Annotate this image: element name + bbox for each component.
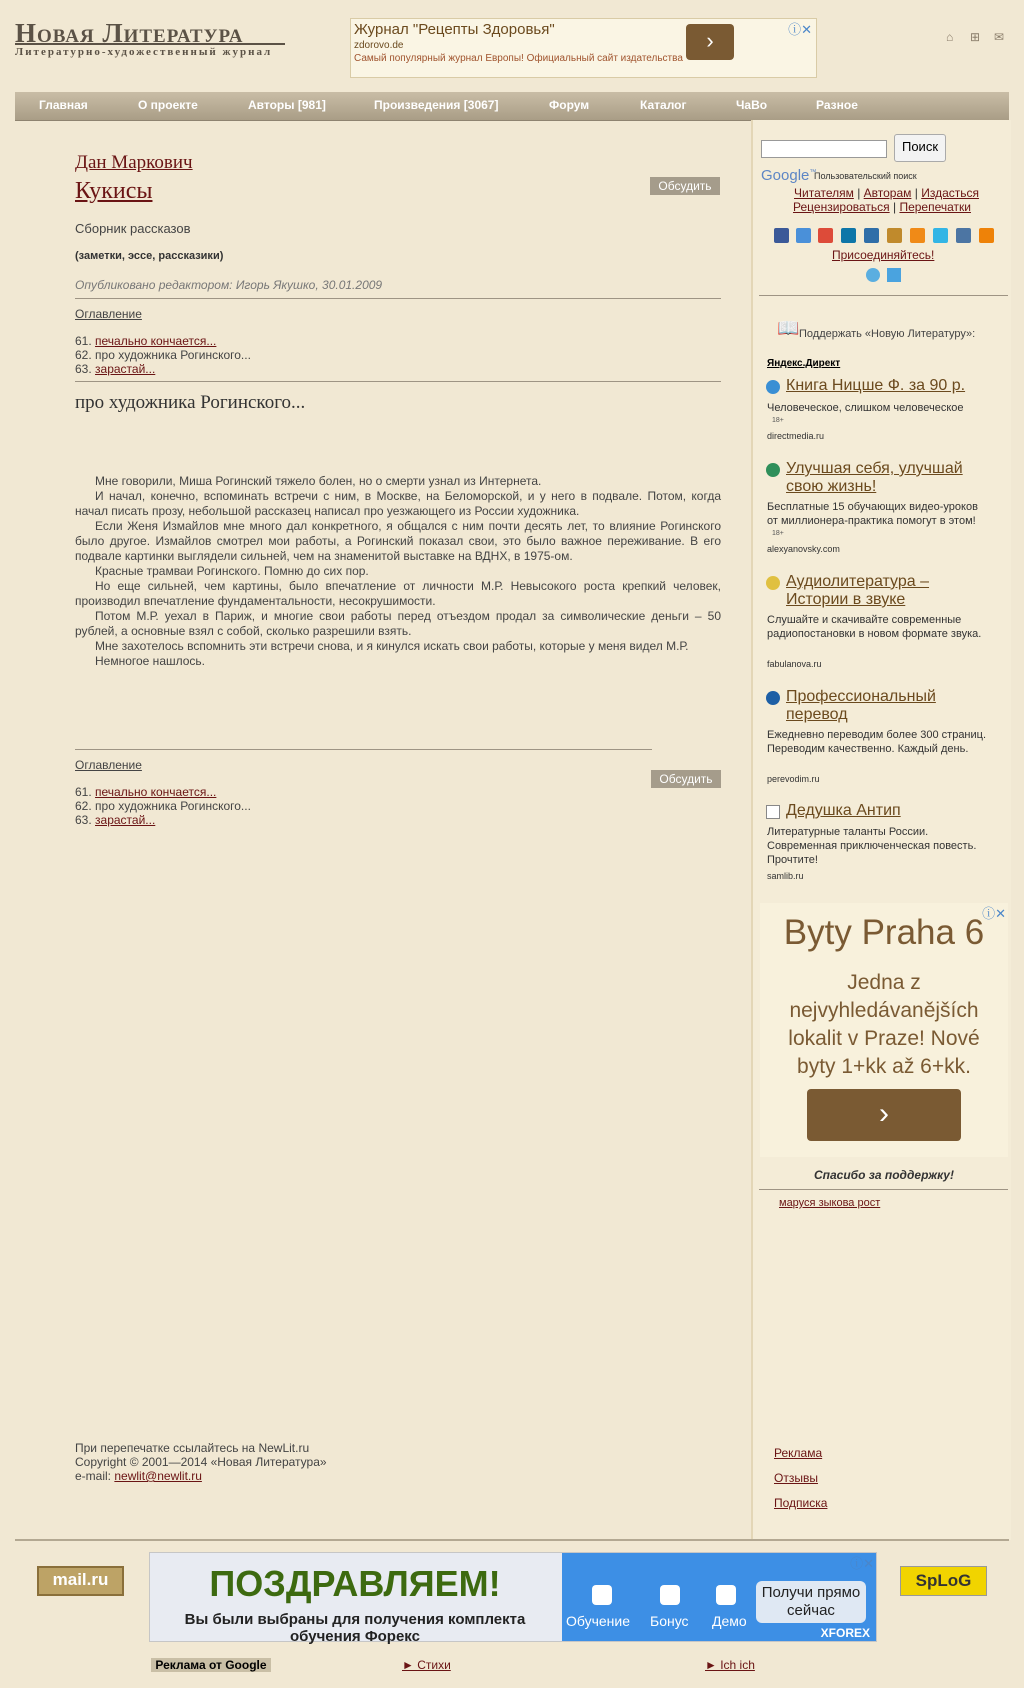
settings-icon[interactable] (866, 268, 880, 282)
divider (759, 1189, 1008, 1190)
divider (75, 749, 652, 750)
bottom-ad-subline: Вы были выбраны для получения комплекта обучения Форекс (184, 1611, 526, 1645)
big-ad-body: Jedna z nejvyhledávanějších lokalit v Praze! Nové byty 1+kk až 6+kk. (788, 971, 980, 1078)
step-education: Обучение (566, 1613, 631, 1629)
main-nav (15, 92, 1009, 121)
splog-counter[interactable]: SpLoG (900, 1566, 987, 1596)
facebook-icon[interactable] (774, 228, 789, 243)
work-subtitle: Сборник рассказов (75, 221, 191, 236)
age-badge: 18+ (772, 417, 784, 424)
home-icon[interactable]: ⌂ (946, 30, 954, 44)
toc-item: 63. зарастай... (75, 362, 156, 376)
sidebar-ad-3-desc: Слушайте и скачивайте современные радиопостановки в новом формате звука. (767, 614, 982, 640)
nav-misc[interactable]: Разное (816, 98, 858, 112)
published-info: Опубликовано редактором: Игорь Якушко, 30.01.2009 (75, 278, 383, 292)
nav-faq[interactable]: ЧаВо (736, 98, 768, 112)
toc-item-current: 62. про художника Рогинского... (75, 348, 251, 362)
toc-item-current: 62. про художника Рогинского... (75, 799, 251, 813)
link-reprints[interactable]: Перепечатки (899, 200, 971, 214)
bottom-link-poems[interactable]: ► Стихи (402, 1658, 451, 1672)
sidebar-ad-5-url: samlib.ru (767, 871, 804, 881)
toc-item-61-link[interactable]: печально кончается... (95, 334, 217, 348)
step-demo: Демо (712, 1613, 747, 1629)
sidebar-ad-2-title[interactable]: Улучшая себя, улучшай свою жизнь! (786, 460, 963, 495)
mail-icon[interactable]: ✉ (994, 30, 1005, 44)
big-ad-headline[interactable]: Byty Praha 6 (783, 913, 985, 952)
sidebar-ad-3-title[interactable]: Аудиолитература – Истории в звуке (786, 573, 930, 608)
toc-item: 63. зарастай... (75, 813, 156, 827)
mailru-rating-counter[interactable]: mail.ru (37, 1566, 124, 1596)
site-logo-subtitle: Литературно-художественный журнал (15, 43, 285, 58)
bottom-ad-headline: ПОЗДРАВЛЯЕМ! (209, 1563, 501, 1604)
adchoices-close-icon[interactable]: ⓘ✕ (982, 906, 1006, 921)
sidebar-links-row1: Читателям | Авторам | Издасться (794, 186, 979, 200)
sidebar-ad-1-url: directmedia.ru (767, 431, 825, 441)
search-button[interactable]: Поиск (894, 134, 946, 162)
discuss-button-top[interactable]: Обсудить (650, 177, 720, 195)
divider (75, 381, 721, 382)
thanks-label: Спасибо за поддержку! (814, 1168, 954, 1182)
friendfeed-icon[interactable] (796, 228, 811, 243)
ad-favicon (766, 805, 780, 819)
livejournal-icon[interactable] (864, 228, 879, 243)
sidebar-extra-link[interactable]: маруся зыкова рост (779, 1197, 881, 1209)
toc-item-63-link[interactable]: зарастай... (95, 813, 156, 827)
link-review[interactable]: Рецензироваться (793, 200, 890, 214)
bottom-ad-steps-panel (562, 1553, 876, 1641)
toc-link-top[interactable]: Оглавление (75, 307, 142, 321)
work-title-link[interactable]: Кукисы (75, 178, 153, 204)
sidebar-ad-5-title[interactable]: Дедушка Антип (786, 802, 901, 819)
chapter-text: Мне говорили, Миша Рогинский тяжело болен, но о смерти узнал из Интернета. И начал, конечно, вспоминать встречи с ним, в Москве, на Беломорской, и у него в подвале. Потом, когда начал писать прозу, небольшой рассказец написал про уезжающего из России художника. Если Женя Измайлов мне много дал конкретного, я общался с ним почти десять лет, то влияние Рогинского было другое. Измайлов смотрел мои работы, а Рогинский показал свои, это было важное переживание. В его подвале картинки выглядели сильней, чем на знаменитой выставке на ВДНХ, в 1975-ом. Красные трамваи Рогинского. Помню до сих пор. Но еще сильней, чем картины, было впечатление от личности М.Р. Невысокого роста крепкий человек, производил впечатление фундаментальности, несокрушимости. Потом М.Р. уехал в Париж, и многие свои работы перед отъездом продал за символические деньги – 50 рублей, а основные взял с собой, сколько разрешили взять. Мне захотелось вспомнить эти встречи снова, и я кинулся искать свои работы, которые у меня видел М.Р. Немногое нашлось. (75, 474, 721, 668)
link-readers[interactable]: Читателям (794, 186, 854, 200)
sidebar-banner-ad[interactable] (760, 903, 1008, 1157)
footer-link-reviews[interactable]: Отзывы (774, 1471, 818, 1485)
get-now-button[interactable]: Получи прямо сейчас (756, 1581, 866, 1623)
sidebar-ad-2-url: alexyanovsky.com (767, 544, 840, 554)
nav-forum[interactable]: Форум (549, 98, 590, 112)
step-bonus: Бонус (650, 1613, 689, 1629)
divider (759, 295, 1008, 296)
nav-catalog[interactable]: Каталог (640, 98, 687, 112)
top-ad-domain: zdorovo.de (354, 40, 404, 51)
sidebar-ad-1-title[interactable]: Книга Ницше Ф. за 90 р. (786, 377, 966, 394)
discuss-button-bottom[interactable]: Обсудить (651, 770, 721, 788)
bottom-link-ich[interactable]: ► Ich ich (705, 1658, 755, 1672)
sidebar-ad-4-title[interactable]: Профессиональный перевод (786, 688, 936, 723)
sidebar-ad-1-desc: Человеческое, слишком человеческое (767, 402, 964, 414)
toc-item-63-link[interactable]: зарастай... (95, 362, 156, 376)
google-plus-icon[interactable] (818, 228, 833, 243)
linkedin-icon[interactable] (841, 228, 856, 243)
google-logo: Google™ (761, 167, 817, 184)
toc-item-61-link[interactable]: печально кончается... (95, 785, 217, 799)
mailru-icon[interactable] (887, 228, 902, 243)
big-ad-arrow-button[interactable]: › (807, 1089, 961, 1141)
ad-favicon (766, 691, 780, 705)
yandex-direct-label[interactable]: Яндекс.Директ (767, 358, 841, 369)
ad-favicon (766, 380, 780, 394)
work-genre: (заметки, эссе, рассказики) (75, 250, 224, 262)
join-link[interactable]: Присоединяйтесь! (832, 248, 935, 262)
nav-works[interactable]: Произведения [3067] (374, 98, 499, 112)
sidebar-links-row2: Рецензироваться | Перепечатки (793, 200, 971, 214)
ad-favicon (766, 463, 780, 477)
chapter-title: про художника Рогинского... (75, 392, 306, 413)
vkontakte-icon[interactable] (956, 228, 971, 243)
nav-about[interactable]: О проекте (138, 98, 198, 112)
telegram-icon[interactable] (887, 268, 901, 282)
divider (75, 298, 721, 299)
top-banner-ad[interactable] (350, 18, 817, 78)
divider (15, 1539, 1009, 1541)
book-icon: 📖 (777, 318, 800, 338)
sitemap-icon[interactable]: ⊞ (970, 30, 981, 44)
age-badge: 18+ (772, 530, 784, 537)
footer-link-subscribe[interactable]: Подписка (774, 1496, 828, 1510)
nav-authors[interactable]: Авторы [981] (248, 98, 326, 112)
google-custom-search-label: Пользовательский поиск (814, 171, 917, 181)
link-authors[interactable]: Авторам (863, 186, 912, 200)
odnoklassniki-icon[interactable] (910, 228, 925, 243)
toc-item: 61. печально кончается... (75, 785, 217, 799)
sidebar-ad-5-desc: Литературные таланты России. Современная приключенческая повесть. Прочтите! (767, 826, 977, 866)
xforex-logo: XFOREX (820, 1626, 870, 1640)
top-ad-title[interactable]: Журнал "Рецепты Здоровья" (354, 21, 555, 38)
ads-by-google-label[interactable]: Реклама от Google (151, 1658, 271, 1672)
sidebar-ad-4-url: perevodim.ru (767, 774, 820, 784)
money-bag-icon (716, 1585, 736, 1605)
footer-link-ads[interactable]: Реклама (774, 1446, 823, 1460)
sidebar-ad-3-url: fabulanova.ru (767, 659, 822, 669)
nav-home[interactable]: Главная (39, 98, 88, 112)
search-input[interactable] (761, 140, 887, 158)
footer-info: При перепечатке ссылайтесь на NewLit.ru Copyright © 2001—2014 «Новая Литература» e-mail: newlit@newlit.ru (75, 1441, 327, 1483)
rss-icon[interactable] (979, 228, 994, 243)
site-logo-title[interactable]: Новая Литература (15, 18, 244, 48)
support-label: Поддержать «Новую Литературу»: (799, 328, 976, 340)
link-publish[interactable]: Издасться (921, 186, 979, 200)
top-ad-desc: Самый популярный журнал Европы! Официальный сайт издательства (354, 53, 683, 64)
toc-link-bottom[interactable]: Оглавление (75, 758, 142, 772)
adchoices-close-icon[interactable]: ⓘ✕ (788, 22, 812, 37)
footer-email-link[interactable]: newlit@newlit.ru (114, 1469, 202, 1483)
sidebar-ad-2-desc: Бесплатные 15 обучающих видео-уроков от миллионера-практика помогут в этом! (767, 501, 978, 527)
bottom-banner-ad[interactable] (149, 1552, 877, 1645)
education-icon (592, 1585, 612, 1605)
author-link[interactable]: Дан Маркович (75, 152, 193, 173)
sidebar-ad-4-desc: Ежедневно переводим более 300 страниц. Переводим качественно. Каждый день. (767, 729, 987, 755)
wallet-icon (660, 1585, 680, 1605)
twitter-icon[interactable] (933, 228, 948, 243)
top-ad-arrow-button[interactable]: › (686, 24, 734, 60)
adchoices-close-icon[interactable]: ⓘ✕ (850, 1556, 874, 1571)
toc-item: 61. печально кончается... (75, 334, 217, 348)
ad-favicon (766, 576, 780, 590)
